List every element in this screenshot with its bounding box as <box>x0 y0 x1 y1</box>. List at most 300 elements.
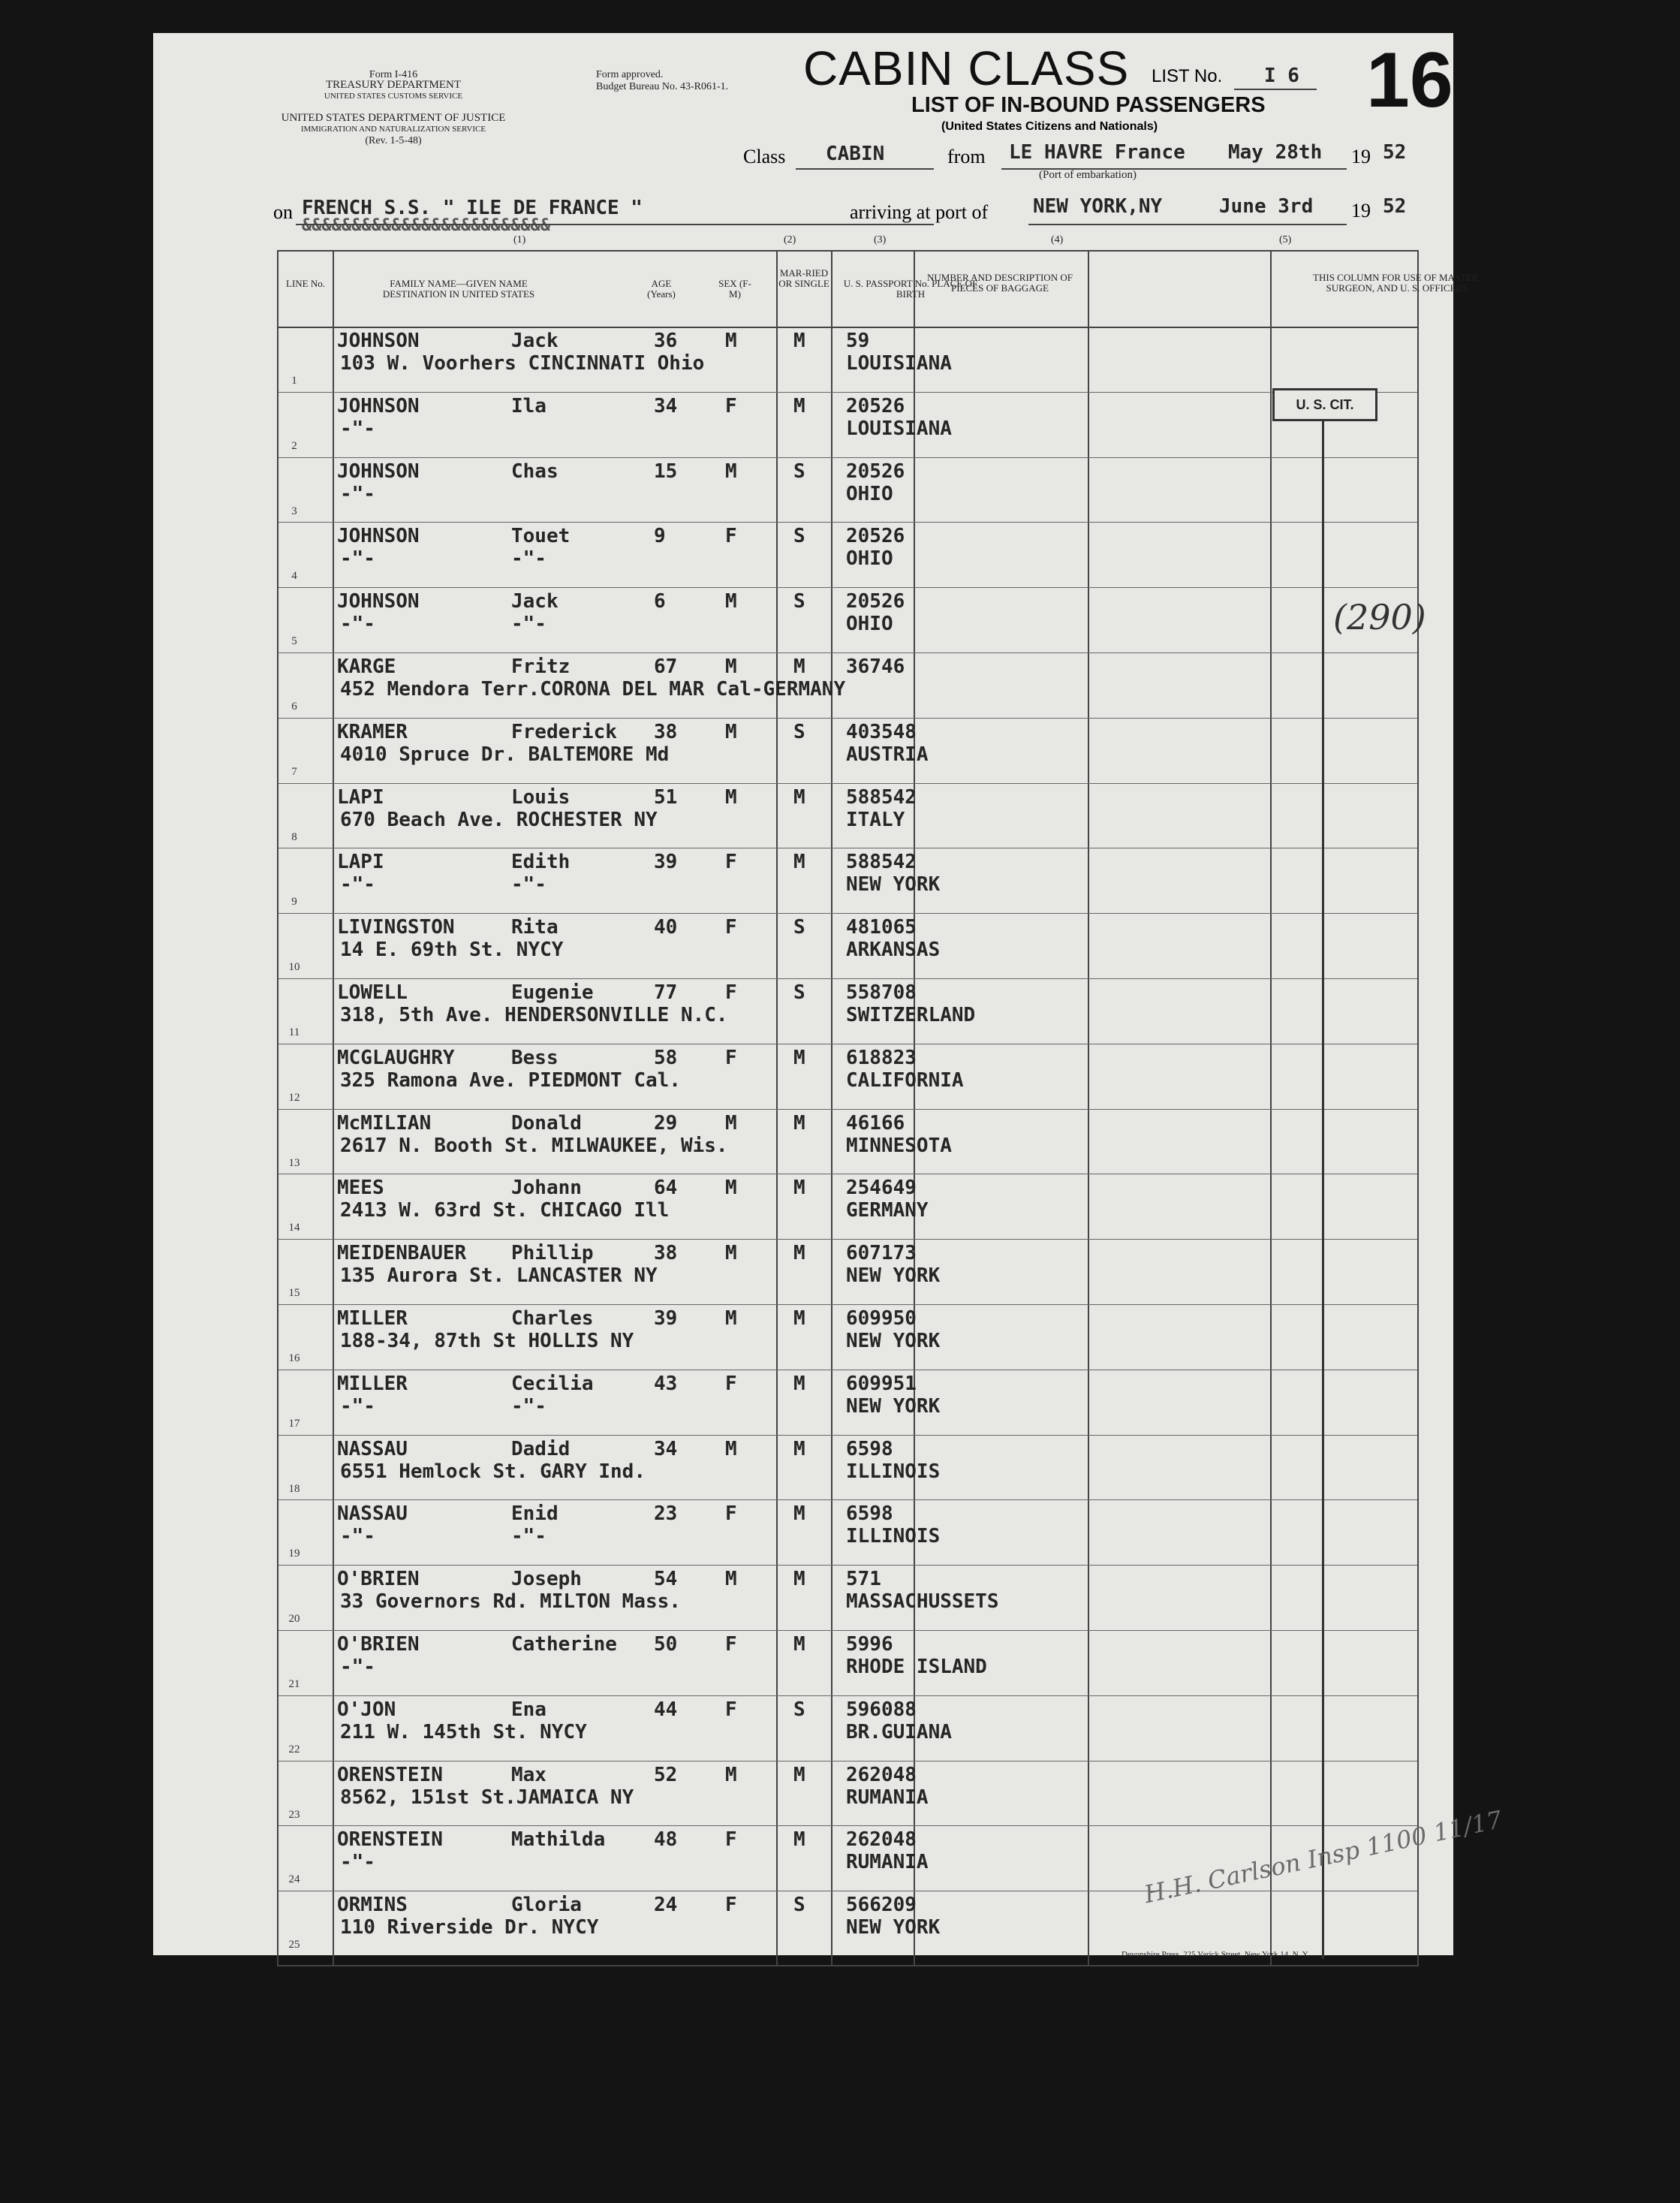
col-header-officers: THIS COLUMN FOR USE OF MASTER, SURGEON, AND U. S. OFFICERS <box>1313 272 1481 294</box>
place-of-birth: RUMANIA <box>846 1786 929 1809</box>
line-number: 1 <box>291 375 297 387</box>
age: 36 <box>654 330 678 352</box>
family-name: MILLER <box>337 1372 408 1395</box>
marital-status: M <box>793 1177 805 1200</box>
age: 44 <box>654 1698 678 1721</box>
class-label: Class <box>743 146 786 167</box>
arrival-date: June 3rd <box>1219 195 1314 218</box>
sex: F <box>725 525 737 548</box>
passport-number: 403548 <box>846 720 917 743</box>
sex: F <box>725 916 737 939</box>
place-of-birth: BR.GUIANA <box>846 1720 952 1743</box>
destination: -"- <box>340 1394 375 1418</box>
age: 67 <box>654 655 678 678</box>
sex: M <box>725 1763 737 1786</box>
marital-status: M <box>793 1046 805 1069</box>
line-number: 7 <box>291 765 297 778</box>
list-subtitle: LIST OF IN-BOUND PASSENGERS <box>911 93 1266 117</box>
sex: M <box>725 1307 737 1330</box>
table-row <box>278 1891 1417 1955</box>
marital-status: M <box>793 1633 805 1656</box>
destination: 325 Ramona Ave. PIEDMONT Cal. <box>340 1068 681 1092</box>
passport-number: 20526 <box>846 525 905 548</box>
line-number: 18 <box>288 1482 300 1495</box>
form-number: Form I-416 <box>369 69 418 80</box>
marital-status: S <box>793 720 805 743</box>
col-header-sex: SEX (F-M) <box>718 278 751 300</box>
table-row <box>278 1499 1417 1564</box>
form-approved: Form approved. <box>596 69 664 80</box>
given-name: Cecilia <box>511 1372 594 1395</box>
marital-status: M <box>793 1502 805 1526</box>
family-name: LIVINGSTON <box>337 916 455 939</box>
ins-service: IMMIGRATION AND NATURALIZATION SERVICE <box>300 125 486 134</box>
destination: -"- <box>340 1656 375 1678</box>
class-title: CABIN CLASS <box>803 41 1130 95</box>
destination: -"- <box>340 1525 375 1548</box>
age: 38 <box>654 1242 678 1265</box>
class-value: CABIN <box>826 143 885 165</box>
list-number-label: LIST No. <box>1152 66 1223 86</box>
line-number: 12 <box>288 1091 300 1104</box>
place-of-birth: NEW YORK <box>846 1394 941 1418</box>
arriving-label: arriving at port of <box>850 201 989 223</box>
given-name: Joseph <box>511 1568 582 1591</box>
marital-status: S <box>793 460 805 483</box>
family-name: O'JON <box>337 1698 396 1721</box>
sex: M <box>725 330 737 352</box>
family-name: McMILIAN <box>337 1111 432 1135</box>
passport-number: 36746 <box>846 655 905 678</box>
col-header-baggage: NUMBER AND DESCRIPTION OF PIECES OF BAGGAGE <box>927 272 1073 294</box>
table-row <box>278 848 1417 912</box>
place-of-birth: GERMANY <box>846 1199 929 1222</box>
table-row <box>278 1044 1417 1108</box>
marital-status: M <box>793 1437 805 1460</box>
sex: M <box>725 1437 737 1460</box>
destination: 135 Aurora St. LANCASTER NY <box>340 1264 658 1288</box>
ship-strike: &&&&&&&&&&&&&&&&&&&&&&&&& <box>302 216 551 235</box>
line-number: 9 <box>291 896 297 909</box>
treasury-dept: TREASURY DEPARTMENT <box>325 79 462 91</box>
destination: -"- <box>340 547 375 571</box>
marital-status: M <box>793 655 805 678</box>
passport-number: 6598 <box>846 1502 893 1526</box>
inspector-signature: H.H. Carlson Insp 1100 11/17 <box>1142 1804 1505 1909</box>
line-number: 14 <box>288 1222 300 1234</box>
marital-status: M <box>793 1568 805 1591</box>
passport-number: 20526 <box>846 394 905 417</box>
line-number: 11 <box>288 1026 300 1038</box>
customs-service: UNITED STATES CUSTOMS SERVICE <box>324 92 463 101</box>
sex: F <box>725 1502 737 1526</box>
destination: 33 Governors Rd. MILTON Mass. <box>340 1590 681 1614</box>
table-row <box>278 1174 1417 1238</box>
destination: 211 W. 145th St. NYCY <box>340 1720 587 1743</box>
place-of-birth: MINNESOTA <box>846 1134 952 1157</box>
family-name: NASSAU <box>337 1502 408 1526</box>
destination: -"- <box>340 1851 375 1874</box>
family-name: LAPI <box>337 851 384 874</box>
given-name: Max <box>511 1763 546 1786</box>
line-number: 24 <box>288 1873 300 1886</box>
family-name: KRAMER <box>337 720 408 743</box>
given-name: Edith <box>511 851 571 874</box>
given-name: Gloria <box>511 1894 582 1917</box>
given-name: Louis <box>511 785 571 809</box>
passport-number: 59 <box>846 330 870 352</box>
sex: F <box>725 1894 737 1917</box>
place-of-birth: OHIO <box>846 547 893 571</box>
given-name-ditto: -"- <box>511 1525 546 1548</box>
passport-number: 6598 <box>846 1437 893 1460</box>
line-number: 16 <box>288 1352 300 1364</box>
family-name: JOHNSON <box>337 460 420 483</box>
table-row <box>278 1761 1417 1825</box>
age: 23 <box>654 1502 678 1526</box>
marital-status: M <box>793 1372 805 1395</box>
table-row <box>278 1695 1417 1760</box>
place-of-birth: LOUISIANA <box>846 417 952 440</box>
destination: 2413 W. 63rd St. CHICAGO Ill <box>340 1199 670 1222</box>
destination: 188-34, 87th St HOLLIS NY <box>340 1330 634 1352</box>
passport-number: 262048 <box>846 1828 917 1852</box>
marital-status: M <box>793 785 805 809</box>
family-name: LAPI <box>337 785 384 809</box>
arrival-year-suffix: 52 <box>1383 195 1407 218</box>
destination: 14 E. 69th St. NYCY <box>340 939 564 962</box>
age: 43 <box>654 1372 678 1395</box>
given-name: Catherine <box>511 1633 617 1656</box>
passenger-table <box>277 250 1505 1966</box>
given-name: Ila <box>511 394 546 417</box>
passport-number: 262048 <box>846 1763 917 1786</box>
given-name: Johann <box>511 1177 582 1200</box>
age: 9 <box>654 525 666 548</box>
sex: F <box>725 1828 737 1852</box>
family-name: MEIDENBAUER <box>337 1242 467 1265</box>
given-name-ditto: -"- <box>511 1394 546 1418</box>
marital-status: M <box>793 851 805 874</box>
place-of-birth: NEW YORK <box>846 873 941 897</box>
passport-number: 609950 <box>846 1307 917 1330</box>
given-name: Fritz <box>511 655 571 678</box>
age: 64 <box>654 1177 678 1200</box>
passport-number: 618823 <box>846 1046 917 1069</box>
place-of-birth: ILLINOIS <box>846 1460 941 1483</box>
table-row <box>278 587 1417 652</box>
passport-number: 20526 <box>846 590 905 613</box>
destination: -"- <box>340 482 375 505</box>
col-header-line: LINE No. <box>286 278 325 289</box>
table-row <box>278 1630 1417 1695</box>
given-name: Rita <box>511 916 558 939</box>
line-number: 10 <box>288 961 300 974</box>
col-header-married: MAR-RIED OR SINGLE <box>778 267 829 289</box>
passport-number: 607173 <box>846 1242 917 1265</box>
given-name: Enid <box>511 1502 558 1526</box>
place-of-birth: MASSACHUSSETS <box>846 1590 999 1614</box>
place-of-birth: ITALY <box>846 808 905 831</box>
col-index-4: (4) <box>1051 234 1064 246</box>
age: 29 <box>654 1111 678 1135</box>
passport-number: 566209 <box>846 1894 917 1917</box>
line-number: 25 <box>288 1939 300 1951</box>
manifest-sheet <box>153 33 1505 1959</box>
family-name: JOHNSON <box>337 590 420 613</box>
line-number: 19 <box>288 1548 300 1560</box>
arrival-year-prefix: 19 <box>1351 200 1371 222</box>
line-number: 5 <box>291 635 297 648</box>
list-number-value: I 6 <box>1264 65 1299 87</box>
table-row <box>278 327 1417 391</box>
sex: M <box>725 1177 737 1200</box>
family-name: ORENSTEIN <box>337 1828 443 1852</box>
ditto-line <box>1322 420 1324 1959</box>
passport-number: 588542 <box>846 851 917 874</box>
sex: M <box>725 1568 737 1591</box>
family-name: JOHNSON <box>337 394 420 417</box>
list-subtitle-note: (United States Citizens and Nationals) <box>941 120 1158 133</box>
given-name: Ena <box>511 1698 546 1721</box>
family-name: JOHNSON <box>337 330 420 352</box>
given-name: Donald <box>511 1111 582 1135</box>
table-row <box>278 718 1417 782</box>
sex: M <box>725 1242 737 1265</box>
marital-status: M <box>793 394 805 417</box>
sex: F <box>725 1046 737 1069</box>
table-row <box>278 1109 1417 1174</box>
family-name: ORMINS <box>337 1894 408 1917</box>
line-number: 13 <box>288 1156 300 1169</box>
col-header-age: AGE (Years) <box>647 278 676 300</box>
departure-date: May 28th <box>1228 141 1323 164</box>
col-header-passport: U. S. PASSPORT No. PLACE OF BIRTH <box>843 278 978 300</box>
table-row <box>278 652 1417 717</box>
destination: 670 Beach Ave. ROCHESTER NY <box>340 808 658 831</box>
family-name: NASSAU <box>337 1437 408 1460</box>
destination: 6551 Hemlock St. GARY Ind. <box>340 1460 646 1483</box>
justice-dept: UNITED STATES DEPARTMENT OF JUSTICE <box>281 112 506 124</box>
ship-name: FRENCH S.S. " ILE DE FRANCE " <box>302 197 643 219</box>
passport-number: 481065 <box>846 916 917 939</box>
given-name: Eugenie <box>511 981 594 1004</box>
place-of-birth: RHODE ISLAND <box>846 1656 987 1678</box>
place-of-birth: SWITZERLAND <box>846 1004 976 1026</box>
age: 54 <box>654 1568 678 1591</box>
age: 40 <box>654 916 678 939</box>
revision: (Rev. 1-5-48) <box>365 135 422 146</box>
marital-status: S <box>793 916 805 939</box>
destination: -"- <box>340 417 375 440</box>
destination: 4010 Spruce Dr. BALTEMORE Md <box>340 743 670 766</box>
printer-credit: Devonshire Press, 225 Varick Street, New York 14, N. Y. <box>1122 1950 1310 1959</box>
table-row <box>278 1565 1417 1629</box>
destination: 318, 5th Ave. HENDERSONVILLE N.C. <box>340 1004 728 1026</box>
line-number: 23 <box>288 1808 300 1821</box>
col-index-3: (3) <box>874 234 887 246</box>
marital-status: S <box>793 1698 805 1721</box>
marital-status: S <box>793 590 805 613</box>
table-row <box>278 1239 1417 1303</box>
depart-year-prefix: 19 <box>1351 146 1371 167</box>
age: 15 <box>654 460 678 483</box>
sex: F <box>725 851 737 874</box>
page-number: 16 <box>1366 37 1453 124</box>
marital-status: M <box>793 1828 805 1852</box>
sex: M <box>725 1111 737 1135</box>
passport-number: 571 <box>846 1568 881 1591</box>
family-name: ORENSTEIN <box>337 1763 443 1786</box>
depart-year-suffix: 52 <box>1383 141 1407 164</box>
table-row <box>278 457 1417 522</box>
table-row <box>278 392 1417 457</box>
sex: M <box>725 590 737 613</box>
col-index-2: (2) <box>784 234 796 246</box>
family-name: KARGE <box>337 655 396 678</box>
line-number: 17 <box>288 1417 300 1430</box>
age: 52 <box>654 1763 678 1786</box>
passport-number: 609951 <box>846 1372 917 1395</box>
age: 34 <box>654 394 678 417</box>
line-number: 6 <box>291 701 297 713</box>
marital-status: M <box>793 1111 805 1135</box>
marital-status: M <box>793 330 805 352</box>
place-of-birth: AUSTRIA <box>846 743 929 766</box>
given-name: Mathilda <box>511 1828 606 1852</box>
line-number: 15 <box>288 1287 300 1300</box>
line-number: 22 <box>288 1743 300 1755</box>
place-of-birth: ARKANSAS <box>846 939 941 962</box>
age: 39 <box>654 1307 678 1330</box>
arrival-port: NEW YORK,NY <box>1033 195 1163 218</box>
sex: M <box>725 720 737 743</box>
given-name: Dadid <box>511 1437 571 1460</box>
given-name: Frederick <box>511 720 617 743</box>
sex: F <box>725 1698 737 1721</box>
given-name: Jack <box>511 590 558 613</box>
passport-number: 254649 <box>846 1177 917 1200</box>
passport-number: 5996 <box>846 1633 893 1656</box>
destination: 2617 N. Booth St. MILWAUKEE, Wis. <box>340 1134 728 1157</box>
col-index-1: (1) <box>513 234 526 246</box>
age: 6 <box>654 590 666 613</box>
marital-status: M <box>793 1242 805 1265</box>
destination: -"- <box>340 873 375 897</box>
family-name: MEES <box>337 1177 384 1200</box>
place-of-birth: ILLINOIS <box>846 1525 941 1548</box>
sex: F <box>725 981 737 1004</box>
age: 48 <box>654 1828 678 1852</box>
place-of-birth: NEW YORK <box>846 1264 941 1288</box>
marital-status: S <box>793 1894 805 1917</box>
age: 38 <box>654 720 678 743</box>
passport-number: 588542 <box>846 785 917 809</box>
table-row <box>278 913 1417 978</box>
marital-status: M <box>793 1307 805 1330</box>
destination: 110 Riverside Dr. NYCY <box>340 1916 599 1939</box>
family-name: MCGLAUGHRY <box>337 1046 455 1069</box>
family-name: O'BRIEN <box>337 1568 420 1591</box>
age: 77 <box>654 981 678 1004</box>
passport-number: 596088 <box>846 1698 917 1721</box>
col-header-name: FAMILY NAME—GIVEN NAME DESTINATION IN UNITED STATES <box>382 278 535 300</box>
line-number: 3 <box>291 505 297 517</box>
sex: M <box>725 460 737 483</box>
budget-bureau: Budget Bureau No. 43-R061-1. <box>596 81 729 92</box>
destination: -"- <box>340 613 375 636</box>
marital-status: S <box>793 981 805 1004</box>
port-note: (Port of embarkation) <box>1039 169 1137 181</box>
handwritten-note: (290) <box>1333 597 1426 637</box>
line-number: 4 <box>291 570 297 583</box>
marital-status: M <box>793 1763 805 1786</box>
table-row <box>278 978 1417 1043</box>
passport-number: 558708 <box>846 981 917 1004</box>
sex: F <box>725 1633 737 1656</box>
sex: M <box>725 655 737 678</box>
destination: 103 W. Voorhers CINCINNATI Ohio <box>340 352 705 375</box>
citizenship-stamp: U. S. CIT. <box>1272 388 1377 421</box>
destination: 452 Mendora Terr.CORONA DEL MAR Cal-GERMANY <box>340 678 846 701</box>
age: 24 <box>654 1894 678 1917</box>
line-number: 20 <box>288 1613 300 1626</box>
place-of-birth: CALIFORNIA <box>846 1068 964 1092</box>
given-name: Touet <box>511 525 571 548</box>
given-name-ditto: -"- <box>511 873 546 897</box>
given-name-ditto: -"- <box>511 613 546 636</box>
place-of-birth: NEW YORK <box>846 1330 941 1352</box>
destination: 8562, 151st St.JAMAICA NY <box>340 1786 634 1809</box>
family-name: MILLER <box>337 1307 408 1330</box>
given-name: Charles <box>511 1307 594 1330</box>
passport-number: 46166 <box>846 1111 905 1135</box>
line-number: 8 <box>291 830 297 843</box>
given-name-ditto: -"- <box>511 547 546 571</box>
sex: M <box>725 785 737 809</box>
marital-status: S <box>793 525 805 548</box>
age: 51 <box>654 785 678 809</box>
place-of-birth: NEW YORK <box>846 1916 941 1939</box>
place-of-birth: OHIO <box>846 482 893 505</box>
age: 58 <box>654 1046 678 1069</box>
age: 50 <box>654 1633 678 1656</box>
age: 34 <box>654 1437 678 1460</box>
given-name: Phillip <box>511 1242 594 1265</box>
from-label: from <box>947 146 986 167</box>
sex: F <box>725 1372 737 1395</box>
place-of-birth: RUMANIA <box>846 1851 929 1874</box>
table-row <box>278 1435 1417 1499</box>
given-name: Chas <box>511 460 558 483</box>
table-row <box>278 1370 1417 1434</box>
given-name: Jack <box>511 330 558 352</box>
passport-number: 20526 <box>846 460 905 483</box>
place-of-birth: LOUISIANA <box>846 352 952 375</box>
family-name: LOWELL <box>337 981 408 1004</box>
family-name: O'BRIEN <box>337 1633 420 1656</box>
table-row <box>278 783 1417 848</box>
table-row <box>278 1304 1417 1369</box>
place-of-birth: OHIO <box>846 613 893 636</box>
on-label: on <box>273 201 293 223</box>
given-name: Bess <box>511 1046 558 1069</box>
port-of-embarkation: LE HAVRE France <box>1009 141 1185 164</box>
table-row <box>278 522 1417 586</box>
family-name: JOHNSON <box>337 525 420 548</box>
sex: F <box>725 394 737 417</box>
col-index-5: (5) <box>1279 234 1292 246</box>
